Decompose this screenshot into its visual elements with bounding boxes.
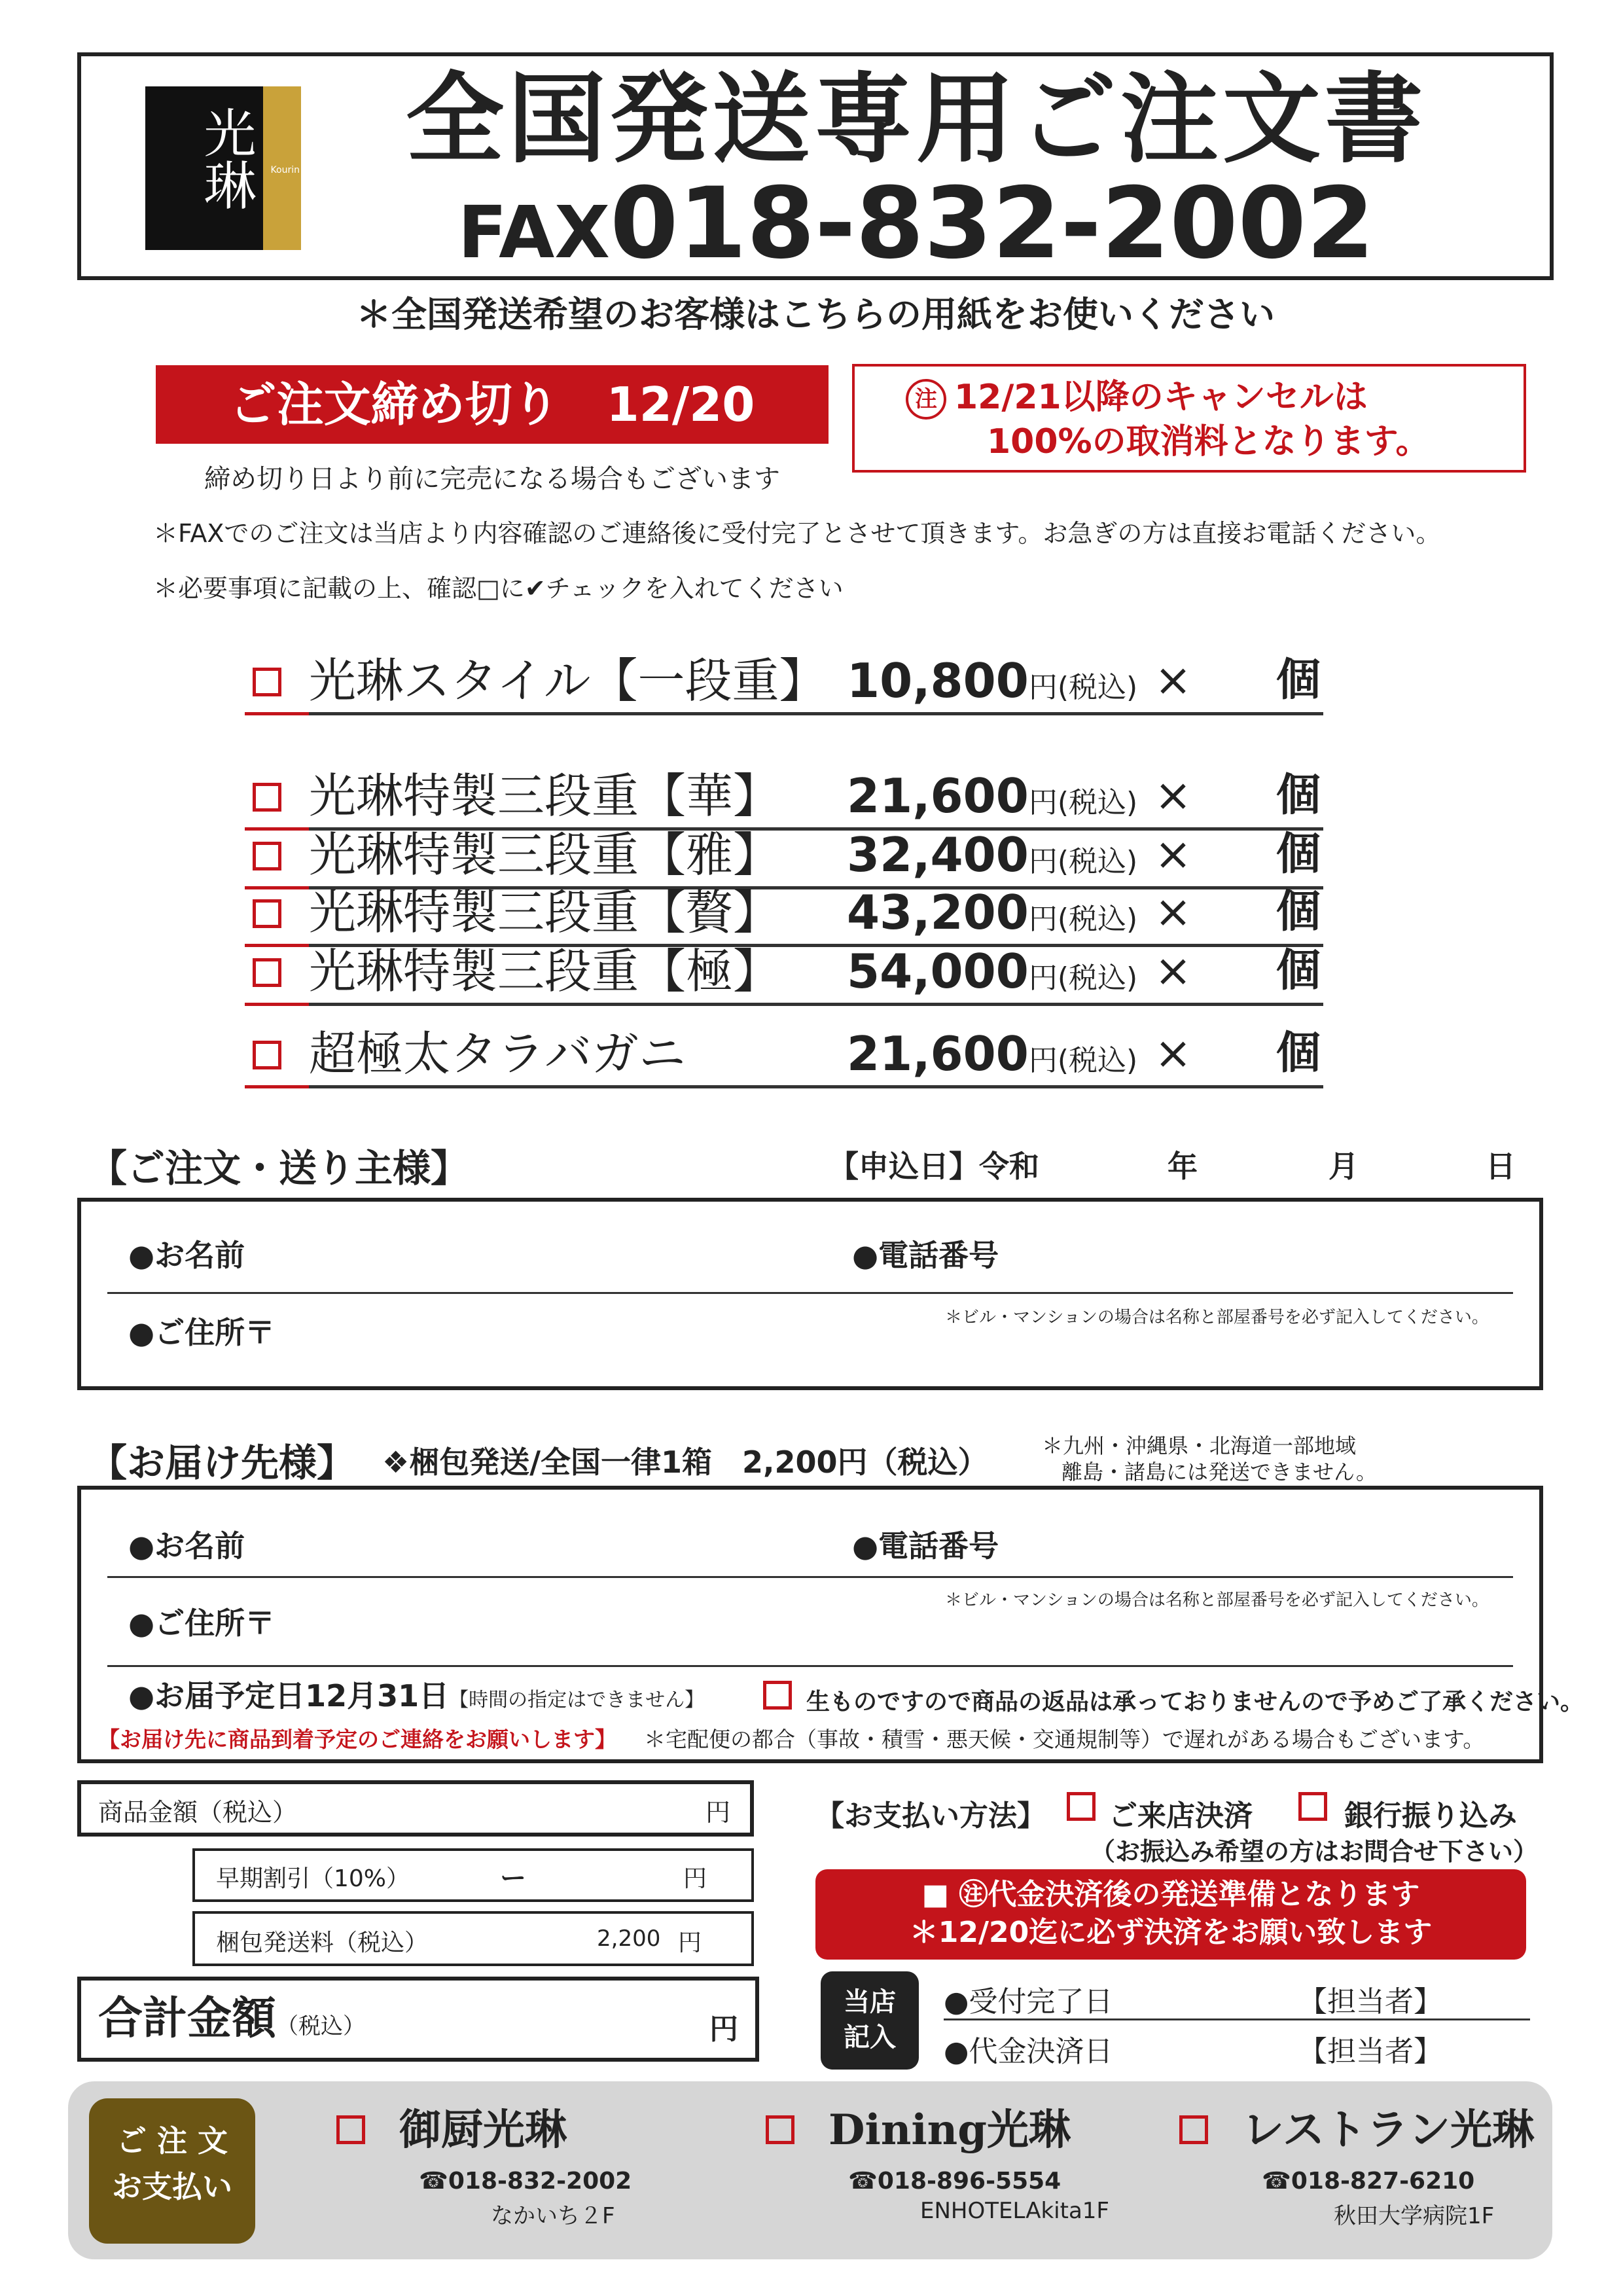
product-price-tax: (税込) [1057,961,1138,995]
store-location: 秋田大学病院1F [1334,2203,1495,2229]
recipient-phone-label: ●電話番号 [852,1528,999,1564]
product-checkbox[interactable] [253,1041,281,1069]
recipient-heading: 【お届け先様】 [89,1441,355,1485]
footer-store [1170,2094,1537,2251]
product-price-value: 32,400 [847,827,1029,882]
store-name: レストラン光琳 [1242,2106,1535,2155]
quantity-unit: 個 [1276,829,1321,880]
product-price-tax: (税込) [1057,786,1138,819]
product-name: 超極太タラバガニ [309,1026,687,1081]
delivery-label: ●お届予定日 [128,1678,306,1713]
delay-note: ＊宅配便の都合（事故・積雪・悪天候・交通規制等）で遅れがある場合もございます。 [644,1727,1485,1752]
store-use-divider [944,2018,1530,2020]
subtotal-yen: 円 [705,1798,731,1827]
multiply-sign: × [1154,945,1192,997]
contact-request: 【お届け先に商品到着予定のご連絡をお願いします】 [98,1727,616,1752]
product-underline [309,1085,1323,1088]
store-checkbox[interactable] [336,2115,365,2144]
product-name: 光琳特製三段重【華】 [309,768,781,823]
deadline-banner: ご注文締め切り 12/20 [156,365,829,444]
recipient-address-label: ●ご住所〒 [128,1605,276,1641]
shipping-fee-label: 梱包発送料（税込） [216,1929,429,1956]
perishable-checkbox[interactable] [763,1681,792,1710]
quantity-unit: 個 [1276,770,1321,821]
grand-total-text: 合計金額 [98,1993,277,2045]
discount-label: 早期割引（10%） [216,1865,410,1892]
quantity-input[interactable] [1207,889,1259,941]
product-row [245,822,1325,888]
logo-text: 光琳 [195,106,256,211]
product-underline [309,1003,1323,1006]
product-price-tax: (税込) [1057,845,1138,878]
orderer-phone-label: ●電話番号 [852,1238,999,1273]
recipient-address-note: ＊ビル・マンションの場合は名称と部屋番号を必ず記入してください。 [945,1590,1489,1610]
store-location: ENHOTELAkita1F [920,2198,1109,2224]
product-price-value: 54,000 [847,944,1029,999]
product-price-value: 21,600 [847,1026,1029,1081]
transfer-note: （お振込み希望の方はお問合せ下さい） [1090,1837,1539,1866]
product-price-yen: 円 [1028,845,1058,878]
grand-total-tax: （税込） [276,2013,366,2039]
multiply-sign: × [1154,829,1192,880]
product-underline [309,712,1323,715]
fax-note: ＊FAXでのご注文は当店より内容確認のご連絡後に受付完了とさせて頂きます。お急ぎの方は直接お電話ください。 [153,519,1441,548]
bank-transfer-label: 銀行振り込み [1344,1799,1517,1833]
product-row [245,880,1325,945]
grand-total-yen: 円 [709,2013,738,2046]
bank-transfer-checkbox[interactable] [1298,1792,1327,1821]
delivery-row [128,1676,704,1721]
fax-line [327,167,1505,306]
store-phone[interactable]: ☎018-896-5554 [848,2168,1061,2195]
shipping-info: ❖梱包発送/全国一律1箱 2,200円（税込） [382,1444,988,1480]
product-underline-red [245,1085,309,1088]
apply-date-label: 【申込日】令和 [829,1149,1039,1184]
store-phone[interactable]: ☎018-832-2002 [419,2168,632,2195]
store-name: 御厨光琳 [399,2106,567,2155]
quantity-input[interactable] [1207,1030,1259,1083]
product-checkbox[interactable] [253,842,281,870]
product-name: 光琳特製三段重【雅】 [309,827,781,882]
payment-heading: 【お支払い方法】 [815,1799,1046,1833]
in-store-label: ご来店決済 [1109,1799,1253,1833]
fax-number: 018-832-2002 [610,167,1375,281]
store-name: Dining光琳 [829,2106,1071,2155]
recipient-box [77,1486,1543,1763]
product-price-value: 21,600 [847,768,1029,823]
paid-date-label: ●代金決済日 [944,2035,1113,2068]
logo-sub: Kourin [270,165,300,175]
payment-notice-1: ■ ㊟代金決済後の発送準備となります [921,1878,1420,1911]
footer-store [757,2094,1123,2251]
product-price-tax: (税込) [1057,1044,1138,1077]
store-checkbox[interactable] [766,2115,794,2144]
in-store-checkbox[interactable] [1067,1792,1096,1821]
multiply-sign: × [1154,770,1192,821]
multiply-sign: × [1154,655,1192,706]
shipping-fee-yen: 円 [678,1929,702,1956]
cancel-notice-line1 [906,376,1368,420]
product-price-yen: 円 [1028,1044,1058,1077]
product-underline-red [245,712,309,715]
product-name: 光琳スタイル【一段重】 [309,653,827,708]
fax-prefix: FAX [457,190,611,274]
multiply-sign: × [1154,886,1192,938]
product-price-value: 43,200 [847,885,1029,940]
product-checkbox[interactable] [253,899,281,928]
store-checkbox[interactable] [1179,2115,1208,2144]
product-price-yen: 円 [1028,903,1058,936]
recipient-name-line[interactable] [107,1576,1513,1578]
orderer-heading: 【ご注文・送り主様】 [89,1146,469,1191]
product-checkbox[interactable] [253,668,281,696]
quantity-input[interactable] [1207,831,1259,884]
recipient-address-line[interactable] [107,1665,1513,1667]
product-row [245,648,1325,713]
cancel-mark: 注 [906,379,946,420]
quantity-unit: 個 [1276,945,1321,997]
product-checkbox[interactable] [253,958,281,987]
shipping-fee-value: 2,200 [597,1926,661,1952]
orderer-name-label: ●お名前 [128,1238,245,1273]
multiply-sign: × [1154,1028,1192,1079]
product-price-tax: (税込) [1057,903,1138,936]
store-use-label-2: 記入 [844,2022,896,2053]
product-underline-red [245,1003,309,1006]
product-row [245,763,1325,829]
deadline-note: 締め切り日より前に完売になる場合もございます [204,464,780,494]
quantity-input[interactable] [1207,657,1259,709]
product-price-tax: (税込) [1057,671,1138,704]
logo [145,86,301,250]
discount-yen: 円 [683,1865,707,1892]
footer-store [327,2094,694,2251]
store-use-label-1: 当店 [844,1987,896,2017]
product-price-value: 10,800 [847,653,1029,708]
store-location: なかいち２F [491,2203,615,2229]
subtotal-label: 商品金額（税込） [98,1798,298,1827]
region-note-2: 離島・諸島には発送できません。 [1061,1460,1377,1484]
orderer-name-line[interactable] [107,1292,1513,1294]
footer-badge-line-1: ご 注 文 [116,2123,228,2159]
cancel-line1-text: 12/21以降のキャンセルは [954,378,1368,417]
delivery-date: 12月31日 [305,1678,450,1713]
received-staff-label: 【担当者】 [1298,1985,1442,2018]
quantity-unit: 個 [1276,886,1321,938]
received-date-label: ●受付完了日 [944,1985,1113,2018]
quantity-input[interactable] [1207,772,1259,825]
grand-total-label [98,1990,365,2056]
quantity-unit: 個 [1276,1028,1321,1079]
region-note-1: ＊九州・沖縄県・北海道一部地域 [1042,1433,1357,1458]
paid-staff-label: 【担当者】 [1298,2035,1442,2068]
quantity-input[interactable] [1207,948,1259,1000]
product-price-yen: 円 [1028,671,1058,704]
product-name: 光琳特製三段重【贅】 [309,885,781,940]
product-row [245,939,1325,1004]
check-note: ＊必要事項に記載の上、確認□に✔チェックを入れてください [153,574,844,603]
recipient-name-label: ●お名前 [128,1528,245,1564]
delivery-note: 【時間の指定はできません】 [449,1689,705,1712]
product-checkbox[interactable] [253,783,281,812]
payment-notice-2: ＊12/20迄に必ず決済をお願い致します [909,1916,1433,1949]
perishable-note: 生ものですので商品の返品は承っておりませんので予めご了承ください。 [806,1689,1584,1715]
orderer-address-label: ●ご住所〒 [128,1315,276,1350]
apply-month: 月 [1329,1149,1359,1184]
apply-year: 年 [1168,1149,1198,1184]
apply-day: 日 [1486,1149,1516,1184]
product-price-yen: 円 [1028,961,1058,995]
quantity-unit: 個 [1276,655,1321,706]
footer-badge-line-2: お支払い [112,2169,232,2204]
subtitle: ＊全国発送希望のお客様はこちらの用紙をお使いください [356,294,1275,335]
page-title: 全国発送専用ご注文書 [405,63,1427,177]
product-name: 光琳特製三段重【極】 [309,944,781,999]
product-row [245,1021,1325,1086]
product-price-yen: 円 [1028,786,1058,819]
cancel-notice-line2: 100%の取消料となります。 [987,422,1430,461]
store-phone[interactable]: ☎018-827-6210 [1262,2168,1475,2195]
orderer-address-note: ＊ビル・マンションの場合は名称と部屋番号を必ず記入してください。 [945,1308,1489,1327]
discount-value: ー [500,1863,526,1893]
orderer-box [77,1198,1543,1390]
